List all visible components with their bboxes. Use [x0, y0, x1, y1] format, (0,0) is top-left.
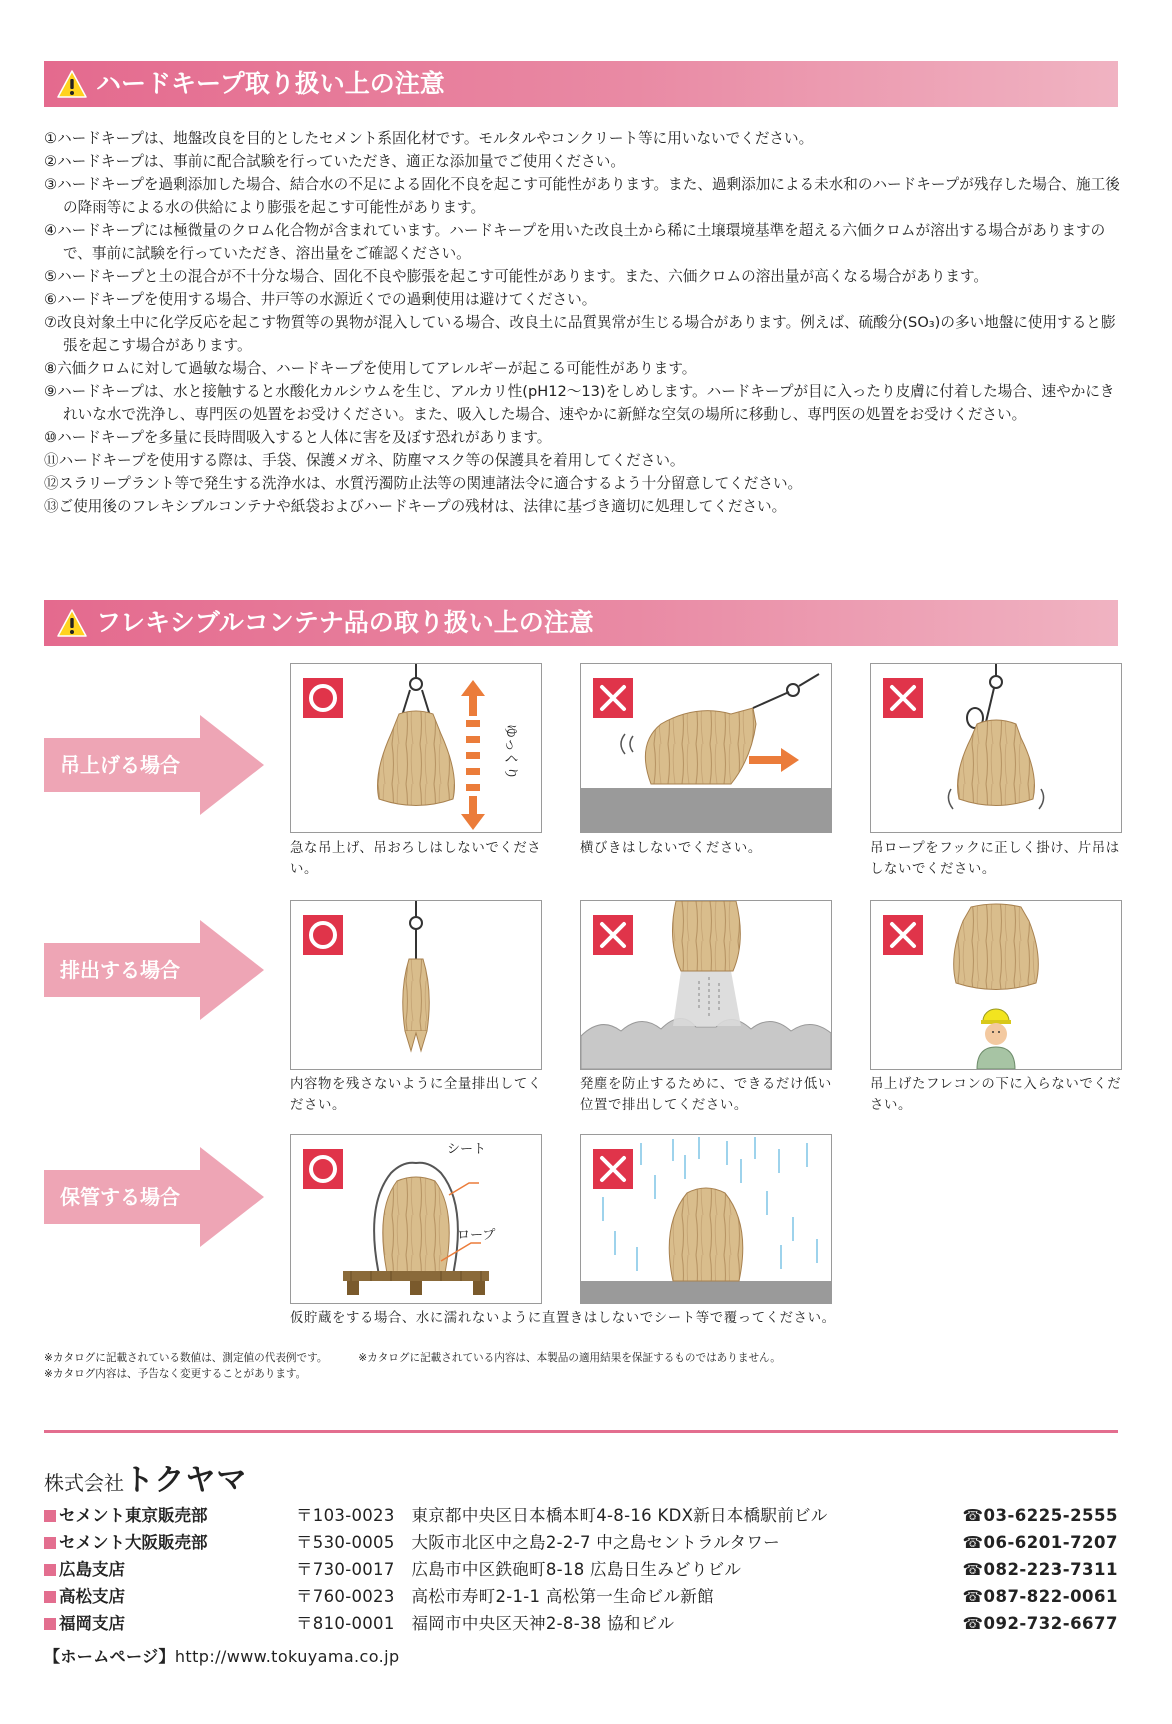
bullet-square-icon: [44, 1564, 56, 1576]
company-logo-text: トクヤマ: [124, 1463, 248, 1498]
ok-icon: [303, 1149, 343, 1189]
ng-icon: [593, 678, 633, 718]
office-name: 福岡支店: [59, 1614, 125, 1633]
ok-icon: [303, 678, 343, 718]
category-discharge: [44, 920, 266, 1020]
ok-icon: [303, 915, 343, 955]
category-label: 吊上げる場合: [60, 753, 180, 777]
illustration-high-discharge-ng: [580, 900, 832, 1070]
office-row: [44, 1530, 1118, 1556]
office-phone: ☎06-6201-7207: [962, 1533, 1118, 1552]
office-phone: ☎082-223-7311: [962, 1560, 1118, 1579]
illustration-under-load-ng: [870, 900, 1122, 1070]
homepage-label: 【ホームページ】: [44, 1647, 175, 1666]
office-name: セメント大阪販売部: [59, 1533, 208, 1552]
office-name: セメント東京販売部: [59, 1506, 208, 1525]
homepage-link[interactable]: http://www.tokuyama.co.jp: [174, 1647, 400, 1666]
footnote-text: ※カタログに記載されている数値は、測定値の代表例です。: [44, 1352, 328, 1364]
office-address: 〒760-0023 高松市寿町2-1-1 高松第一生命ビル新館: [296, 1587, 714, 1606]
illustration-one-side-lift-ng: [870, 663, 1122, 833]
office-phone: ☎092-732-6677: [962, 1614, 1118, 1633]
warning-icon: [56, 69, 88, 99]
office-row: [44, 1584, 1118, 1610]
ng-icon: [593, 915, 633, 955]
ng-icon: [593, 1149, 633, 1189]
footnote: ※カタログ内容は、予告なく変更することがあります。: [44, 1368, 307, 1380]
footnote: [44, 1351, 781, 1366]
caption: 仮貯蔵をする場合、水に濡れないように直置きはしないでシート等で覆ってください。: [290, 1311, 836, 1326]
company-prefix: 株式会社: [44, 1471, 124, 1495]
warning-icon: [56, 608, 88, 638]
slowly-label: ゆっくり: [502, 724, 518, 780]
homepage: [44, 1644, 400, 1667]
section-header-flexible-container: [44, 600, 1118, 646]
category-storage: [44, 1147, 266, 1247]
rope-label: ロープ: [457, 1228, 496, 1243]
precaution-list: [44, 127, 1124, 518]
caption: 急な吊上げ、吊おろしはしないでください。: [290, 841, 542, 877]
bullet-square-icon: [44, 1591, 56, 1603]
company-name: [44, 1455, 247, 1499]
office-address: 〒730-0017 広島市中区鉄砲町8-18 広島日生みどりビル: [296, 1560, 742, 1579]
illustration-covered-storage-ok: [290, 1134, 542, 1304]
category-lift: [44, 715, 266, 815]
illustration-slow-lift-ok: [290, 663, 542, 833]
caption: 内容物を残さないように全量排出してください。: [290, 1077, 542, 1113]
category-label: 保管する場合: [60, 1185, 180, 1209]
caption: 吊上げたフレコンの下に入らないでください。: [870, 1077, 1122, 1113]
office-row: [44, 1503, 1118, 1529]
illustration-full-discharge-ok: [290, 900, 542, 1070]
precaution-item: ④ハードキープには極微量のクロム化合物が含まれています。ハードキープを用いた改良土から稀に土壌環境基準を超える六価クロムが溶出する場合がありますので、事前に試験を行っていただき、溶出量をご確認ください。: [44, 222, 1106, 262]
precaution-item: ⑧六価クロムに対して過敏な場合、ハードキープを使用してアレルギーが起こる可能性があります。: [44, 360, 697, 377]
office-address: 〒103-0023 東京都中央区日本橋本町4-8-16 KDX新日本橋駅前ビル: [296, 1506, 828, 1525]
office-row: [44, 1557, 1118, 1583]
category-label: 排出する場合: [60, 958, 180, 982]
precaution-item: ⑦改良対象土中に化学反応を起こす物質等の異物が混入している場合、改良土に品質異常が生じる場合があります。例えば、硫酸分(SO₃)の多い地盤に使用すると膨張を起こす場合があります。: [44, 314, 1116, 354]
office-phone: ☎03-6225-2555: [962, 1506, 1118, 1525]
precaution-item: ⑤ハードキープと土の混合が不十分な場合、固化不良や膨張を起こす可能性があります。また、六価クロムの溶出量が高くなる場合があります。: [44, 268, 989, 285]
precaution-item: ⑫スラリープラント等で発生する洗浄水は、水質汚濁防止法等の関連諸法令に適合するよう十分留意してください。: [44, 475, 803, 492]
bullet-square-icon: [44, 1618, 56, 1630]
precaution-item: ①ハードキープは、地盤改良を目的としたセメント系固化材です。モルタルやコンクリート等に用いないでください。: [44, 130, 814, 147]
illustration-rain-exposure-ng: [580, 1134, 832, 1304]
section-title: フレキシブルコンテナ品の取り扱い上の注意: [96, 608, 594, 637]
caption: 発塵を防止するために、できるだけ低い位置で排出してください。: [580, 1077, 832, 1113]
illustration-drag-ng: [580, 663, 832, 833]
office-name: 高松支店: [59, 1587, 125, 1606]
precaution-item: ⑪ハードキープを使用する際は、手袋、保護メガネ、防塵マスク等の保護具を着用してください。: [44, 452, 685, 469]
office-phone: ☎087-822-0061: [962, 1587, 1118, 1606]
section-header-hardkeep: [44, 61, 1118, 107]
footnote-text: ※カタログに記載されている内容は、本製品の適用結果を保証するものではありません。: [358, 1352, 781, 1364]
bullet-square-icon: [44, 1510, 56, 1522]
precaution-item: ③ハードキープを過剰添加した場合、結合水の不足による固化不良を起こす可能性があります。また、過剰添加による未水和のハードキープが残存した場合、施工後の降雨等による水の供給により膨張を起こす可能性があります。: [44, 176, 1120, 216]
sheet-label: シート: [447, 1142, 487, 1157]
precaution-item: ⑬ご使用後のフレキシブルコンテナや紙袋およびハードキープの残材は、法律に基づき適切に処理してください。: [44, 498, 787, 515]
bullet-square-icon: [44, 1537, 56, 1549]
office-name: 広島支店: [59, 1560, 125, 1579]
ng-icon: [883, 678, 923, 718]
precaution-item: ⑨ハードキープは、水と接触すると水酸化カルシウムを生じ、アルカリ性(pH12〜13)をしめします。ハードキープが目に入ったり皮膚に付着した場合、速やかにきれいな水で洗浄し、専門医の処置をお受けください。また、吸入した場合、速やかに新鮮な空気の場所に移動し、専門医の処置をお受けください。: [44, 383, 1115, 423]
office-row: [44, 1611, 1118, 1637]
precaution-item: ⑥ハードキープを使用する場合、井戸等の水源近くでの過剰使用は避けてください。: [44, 291, 597, 308]
caption: 横びきはしないでください。: [580, 841, 762, 856]
ng-icon: [883, 915, 923, 955]
caption: 吊ロープをフックに正しく掛け、片吊はしないでください。: [870, 841, 1120, 877]
office-address: 〒530-0005 大阪市北区中之島2-2-7 中之島セントラルタワー: [296, 1533, 780, 1552]
office-address: 〒810-0001 福岡市中央区天神2-8-38 協和ビル: [296, 1614, 675, 1633]
precaution-item: ②ハードキープは、事前に配合試験を行っていただき、適正な添加量でご使用ください。: [44, 153, 625, 170]
divider: [44, 1430, 1118, 1433]
section-title: ハードキープ取り扱い上の注意: [96, 69, 445, 98]
precaution-item: ⑩ハードキープを多量に長時間吸入すると人体に害を及ぼす恐れがあります。: [44, 429, 552, 446]
